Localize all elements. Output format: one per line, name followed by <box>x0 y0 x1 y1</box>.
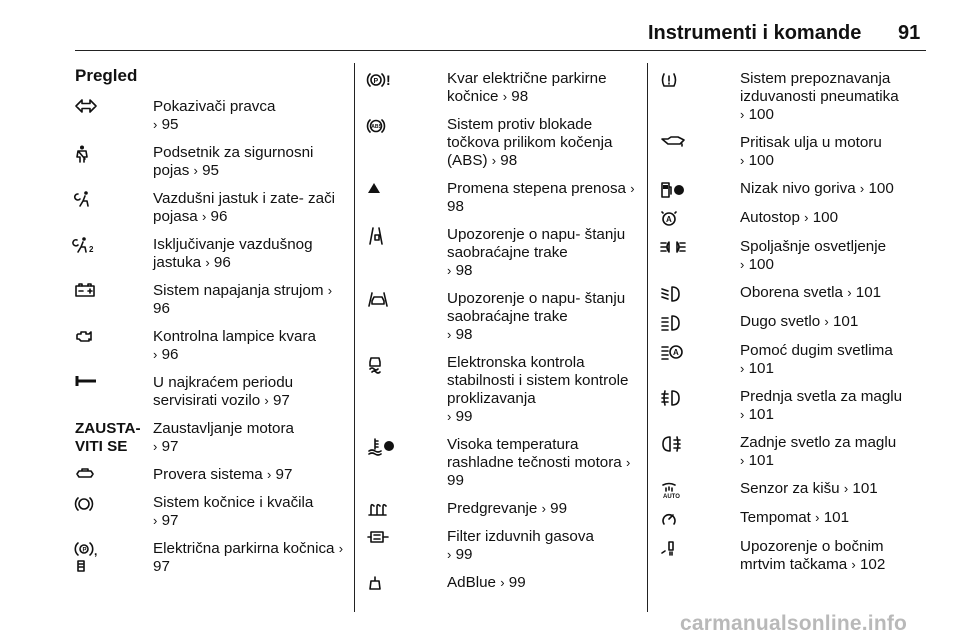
legend-entry <box>75 282 347 318</box>
svg-text:A: A <box>673 348 679 357</box>
entry-description: Pritisak ulja u motoru › 100 <box>740 134 882 169</box>
low-beam-icon <box>660 284 740 303</box>
entry-description: Zadnje svetlo za maglu › 101 <box>740 434 897 469</box>
legend-entry <box>367 500 637 518</box>
high-beam-icon <box>660 313 740 332</box>
legend-entry <box>367 574 637 592</box>
legend-entry <box>75 236 347 272</box>
svg-text:ABS: ABS <box>371 124 382 130</box>
system-check-icon <box>75 466 153 481</box>
entry-description: Pokazivači pravca › 95 <box>153 98 276 133</box>
column-divider-2 <box>647 63 648 612</box>
legend-entry <box>660 509 926 528</box>
entry-description: Vazdušni jastuk i zate- zači pojasa › 96 <box>153 190 336 225</box>
fuel-icon <box>660 180 740 199</box>
entry-description: Dugo svetlo › 101 <box>740 313 859 330</box>
abs-icon <box>367 116 447 135</box>
entry-description: Električna parkirna kočnica › 97 <box>153 540 344 575</box>
airbag-off-icon <box>75 236 153 253</box>
entry-description: Autostop › 100 <box>740 209 839 226</box>
adblue-icon <box>367 574 447 591</box>
entry-description: Kontrolna lampice kvara › 96 <box>153 328 316 363</box>
legend-entry <box>367 290 637 344</box>
exhaust-filter-icon <box>367 528 447 545</box>
svg-text:A: A <box>666 215 672 224</box>
entry-description: Oborena svetla › 101 <box>740 284 882 301</box>
warning-label-text: ZAUSTA- VITI SE <box>75 420 141 455</box>
legend-entry <box>367 528 637 564</box>
column-1 <box>75 98 347 576</box>
oil-pressure-icon <box>660 134 740 147</box>
legend-entry <box>660 70 926 124</box>
legend-entry <box>660 238 926 274</box>
brake-clutch-icon <box>75 494 153 513</box>
blind-spot-icon <box>660 538 740 557</box>
cruise-control-icon <box>660 509 740 528</box>
legend-entry <box>660 313 926 332</box>
rain-sensor-icon <box>660 480 740 499</box>
high-beam-assist-icon <box>660 342 740 361</box>
svg-text:2: 2 <box>89 245 94 254</box>
parking-brake-icon <box>75 540 153 573</box>
legend-entry <box>75 466 347 484</box>
column-3 <box>660 70 926 574</box>
entry-description: Sistem kočnice i kvačila › 97 <box>153 494 314 529</box>
legend-entry <box>75 328 347 364</box>
entry-description: Spoljašnje osvetljenje › 100 <box>740 238 887 273</box>
entry-description: Predgrevanje › 99 <box>447 500 568 517</box>
entry-description: Elektronska kontrola stabilnosti i sistem kontrole proklizavanja › 99 <box>447 354 629 425</box>
entry-description: Upozorenje o napu- štanju saobraćajne trake › 98 <box>447 226 626 279</box>
legend-entry <box>367 226 637 280</box>
rear-fog-icon <box>660 434 740 453</box>
legend-entry <box>660 434 926 470</box>
legend-entry <box>75 540 347 576</box>
autostop-icon <box>660 209 740 228</box>
legend-entry <box>75 494 347 530</box>
legend-entry <box>367 180 637 216</box>
header-title: Instrumenti i komande <box>648 22 862 44</box>
footer-watermark: carmanualsonline.info <box>680 612 908 635</box>
entry-description: Pomoć dugim svetlima › 101 <box>740 342 893 377</box>
entry-description: Upozorenje o napu- štanju saobraćajne trake › 98 <box>447 290 626 343</box>
stop-engine-label <box>75 420 153 456</box>
entry-description: Sistem prepoznavanja izduvanosti pneumatika › 100 <box>740 70 899 123</box>
tire-pressure-icon <box>660 70 740 89</box>
engine-check-icon <box>75 328 153 343</box>
entry-description: Sistem protiv blokade točkova prilikom kočenja (ABS) › 98 <box>447 116 613 169</box>
entry-description: Tempomat › 101 <box>740 509 850 526</box>
entry-description: Kvar električne parkirne kočnice › 98 <box>447 70 607 105</box>
legend-entry <box>75 144 347 180</box>
svg-text:AUTO: AUTO <box>663 494 680 500</box>
legend-entry <box>660 388 926 424</box>
svg-text:,: , <box>94 544 98 558</box>
entry-description: Provera sistema › 97 <box>153 466 293 483</box>
lane-departure-icon <box>367 226 447 245</box>
entry-description: Filter izduvnih gasova › 99 <box>447 528 594 563</box>
svg-text:P: P <box>82 547 87 554</box>
entry-description: U najkraćem periodu servisirati vozilo › 97 <box>153 374 294 409</box>
entry-description: Upozorenje o bočnim mrtvim tačkama › 102 <box>740 538 886 573</box>
entry-description: AdBlue › 99 <box>447 574 526 591</box>
legend-entry <box>75 98 347 134</box>
legend-entry <box>660 284 926 303</box>
wrench-icon <box>75 374 153 387</box>
legend-entry <box>367 116 637 170</box>
coolant-temp-icon <box>367 436 447 455</box>
entry-description: Nizak nivo goriva › 100 <box>740 180 894 197</box>
legend-entry <box>75 190 347 226</box>
exterior-light-icon <box>660 238 740 255</box>
lane-keep-icon <box>367 290 447 309</box>
svg-text:P: P <box>373 78 379 85</box>
header-divider <box>75 50 926 51</box>
svg-text:!: ! <box>386 72 391 88</box>
legend-entry <box>660 480 926 499</box>
seatbelt-icon <box>75 144 153 163</box>
entry-description: Isključivanje vazdušnog jastuka › 96 <box>153 236 313 271</box>
column-2 <box>367 70 637 592</box>
legend-entry <box>367 436 637 490</box>
column-divider-1 <box>354 63 355 612</box>
entry-description: Podsetnik za sigurnosni pojas › 95 <box>153 144 314 179</box>
battery-icon <box>75 282 153 297</box>
airbag-icon <box>75 190 153 207</box>
page-number: 91 <box>898 22 921 44</box>
front-fog-icon <box>660 388 740 407</box>
stability-control-icon <box>367 354 447 373</box>
entry-description: Sistem napajanja strujom › 96 <box>153 282 333 317</box>
glow-plug-icon <box>367 500 447 517</box>
legend-entry <box>660 538 926 574</box>
legend-entry <box>660 209 926 228</box>
gear-shift-icon <box>367 180 447 195</box>
entry-description: Senzor za kišu › 101 <box>740 480 878 497</box>
entry-description: Visoka temperatura rashladne tečnosti motora › 99 <box>447 436 631 489</box>
entry-description: Promena stepena prenosa › 98 <box>447 180 635 215</box>
legend-entry <box>75 374 347 410</box>
entry-description: Zaustavljanje motora › 97 <box>153 420 294 455</box>
turn-signal-icon <box>75 98 153 113</box>
parking-brake-fault-icon <box>367 70 447 89</box>
section-title: Pregled <box>75 66 138 85</box>
legend-entry <box>367 70 637 106</box>
legend-entry <box>660 134 926 170</box>
legend-entry <box>75 420 347 456</box>
legend-entry <box>660 180 926 199</box>
legend-entry <box>660 342 926 378</box>
legend-entry <box>367 354 637 426</box>
entry-description: Prednja svetla za maglu › 101 <box>740 388 903 423</box>
